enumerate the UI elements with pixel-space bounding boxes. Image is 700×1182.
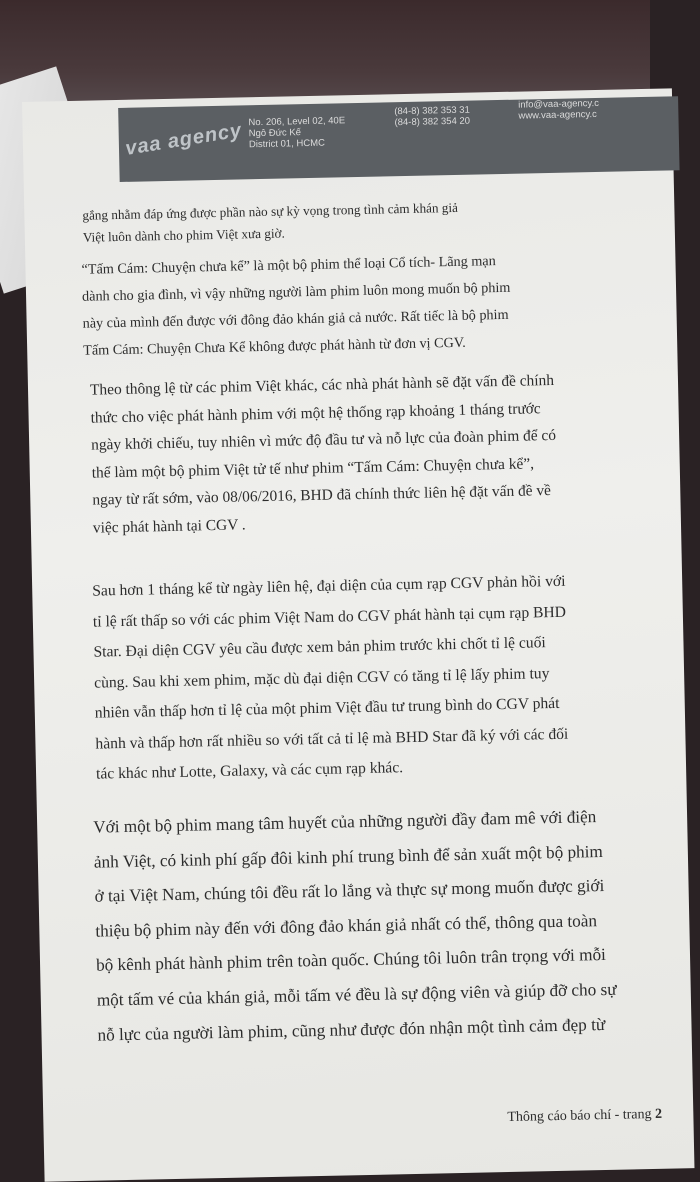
footer-label: Thông cáo báo chí - trang (507, 1107, 652, 1126)
page-footer (507, 1107, 662, 1126)
logo: vaa agency (123, 119, 244, 160)
text-line: Star. Đại diện CGV yêu cầu được xem bản phim trước khi chốt tỉ lệ cuối (93, 634, 546, 661)
text-line: nhiên vẫn thấp hơn tỉ lệ của một phim Việt đầu tư trung bình do CGV phát (94, 694, 560, 722)
text-line: Với một bộ phim mang tâm huyết của những người đầy đam mê với điện (93, 807, 597, 837)
address-line: No. 206, Level 02, 40E (248, 115, 346, 129)
website-text: www.vaa-agency.c (518, 108, 598, 122)
text-line: Tấm Cám: Chuyện Chưa Kể không được phát hành từ đơn vị CGV. (83, 334, 466, 359)
page-number: 2 (654, 1106, 663, 1122)
text-line: thức cho việc phát hành phim với một hệ thống rạp khoảng 1 tháng trước (90, 399, 541, 427)
text-line: cùng. Sau khi xem phim, mặc dù đại diện CGV có tăng tỉ lệ lấy phim tuy (93, 664, 550, 692)
text-line: tác khác như Lotte, Galaxy, và các cụm rạp khác. (95, 759, 404, 783)
text-line: này của mình đến được với đông đảo khán giả cả nước. Rất tiếc là bộ phim (82, 306, 509, 332)
text-line: hành và thấp hơn rất nhiều so với tất cả tỉ lệ mà BHD Star đã ký với các đối (95, 725, 569, 753)
text-line: thiệu bộ phim này đến với đông đảo khán giả nhất có thể, thông qua toàn (95, 910, 598, 941)
text-line: Theo thông lệ từ các phim Việt khác, các nhà phát hành sẽ đặt vấn đề chính (89, 371, 555, 399)
phone-line: (84-8) 382 354 20 (394, 115, 471, 129)
text-line: một tấm vé của khán giả, mỗi tấm vé đều là sự động viên và giúp đỡ cho sự (96, 979, 617, 1010)
address-line: District 01, HCMC (248, 137, 326, 151)
text-line: tỉ lệ rất thấp so với các phim Việt Nam do CGV phát hành tại cụm rạp BHD (92, 603, 567, 631)
paragraph-4 (92, 567, 570, 790)
phone-block (394, 105, 470, 129)
text-line: “Tấm Cám: Chuyện chưa kể” là một bộ phim thể loại Cổ tích- Lãng mạn (81, 253, 496, 278)
email-text: info@vaa-agency.c (518, 97, 600, 111)
text-line: thể làm một bộ phim Việt tử tế như phim “Tấm Cám: Chuyện chưa kể”, (91, 455, 535, 482)
address-block (248, 115, 345, 150)
text-line: ngay từ rất sớm, vào 08/06/2016, BHD đã chính thức liên hệ đặt vấn đề về (92, 482, 552, 509)
web-block (518, 98, 599, 122)
paragraph-3 (90, 367, 558, 542)
text-line: gắng nhằm đáp ứng được phần nào sự kỳ vọng trong tình cảm khán giả (82, 199, 459, 223)
text-line: bộ kênh phát hành phim trên toàn quốc. Chúng tôi luôn trân trọng với mỗi (95, 945, 607, 976)
text-line: nỗ lực của người làm phim, cũng như được đón nhận một tình cảm đẹp từ (97, 1014, 606, 1045)
phone-line: (84-8) 382 353 31 (394, 104, 470, 118)
text-line: ở tại Việt Nam, chúng tôi đều rất lo lắng và thực sự mong muốn được giới (94, 876, 605, 906)
address-line: Ngô Đức Kế (248, 127, 302, 140)
body-text (78, 193, 663, 1126)
text-line: Sau hơn 1 tháng kể từ ngày liên hệ, đại diện của cụm rạp CGV phản hồi với (92, 572, 566, 600)
letterhead (118, 96, 679, 182)
text-line: việc phát hành tại CGV . (92, 516, 246, 537)
text-line: Việt luôn dành cho phim Việt xưa giờ. (82, 225, 285, 245)
text-line: dành cho gia đình, vì vậy những người làm phim luôn mong muốn bộ phim (81, 279, 511, 305)
paragraph-1 (82, 197, 458, 249)
paragraph-5 (93, 800, 618, 1053)
text-line: ngày khởi chiếu, tuy nhiên vì mức độ đầu tư và nỗ lực của đoàn phim để có (91, 427, 557, 454)
text-line: ảnh Việt, có kinh phí gấp đôi kinh phí trung bình để sản xuất một bộ phim (93, 841, 603, 872)
document-page (22, 88, 694, 1181)
paragraph-2 (81, 248, 512, 365)
